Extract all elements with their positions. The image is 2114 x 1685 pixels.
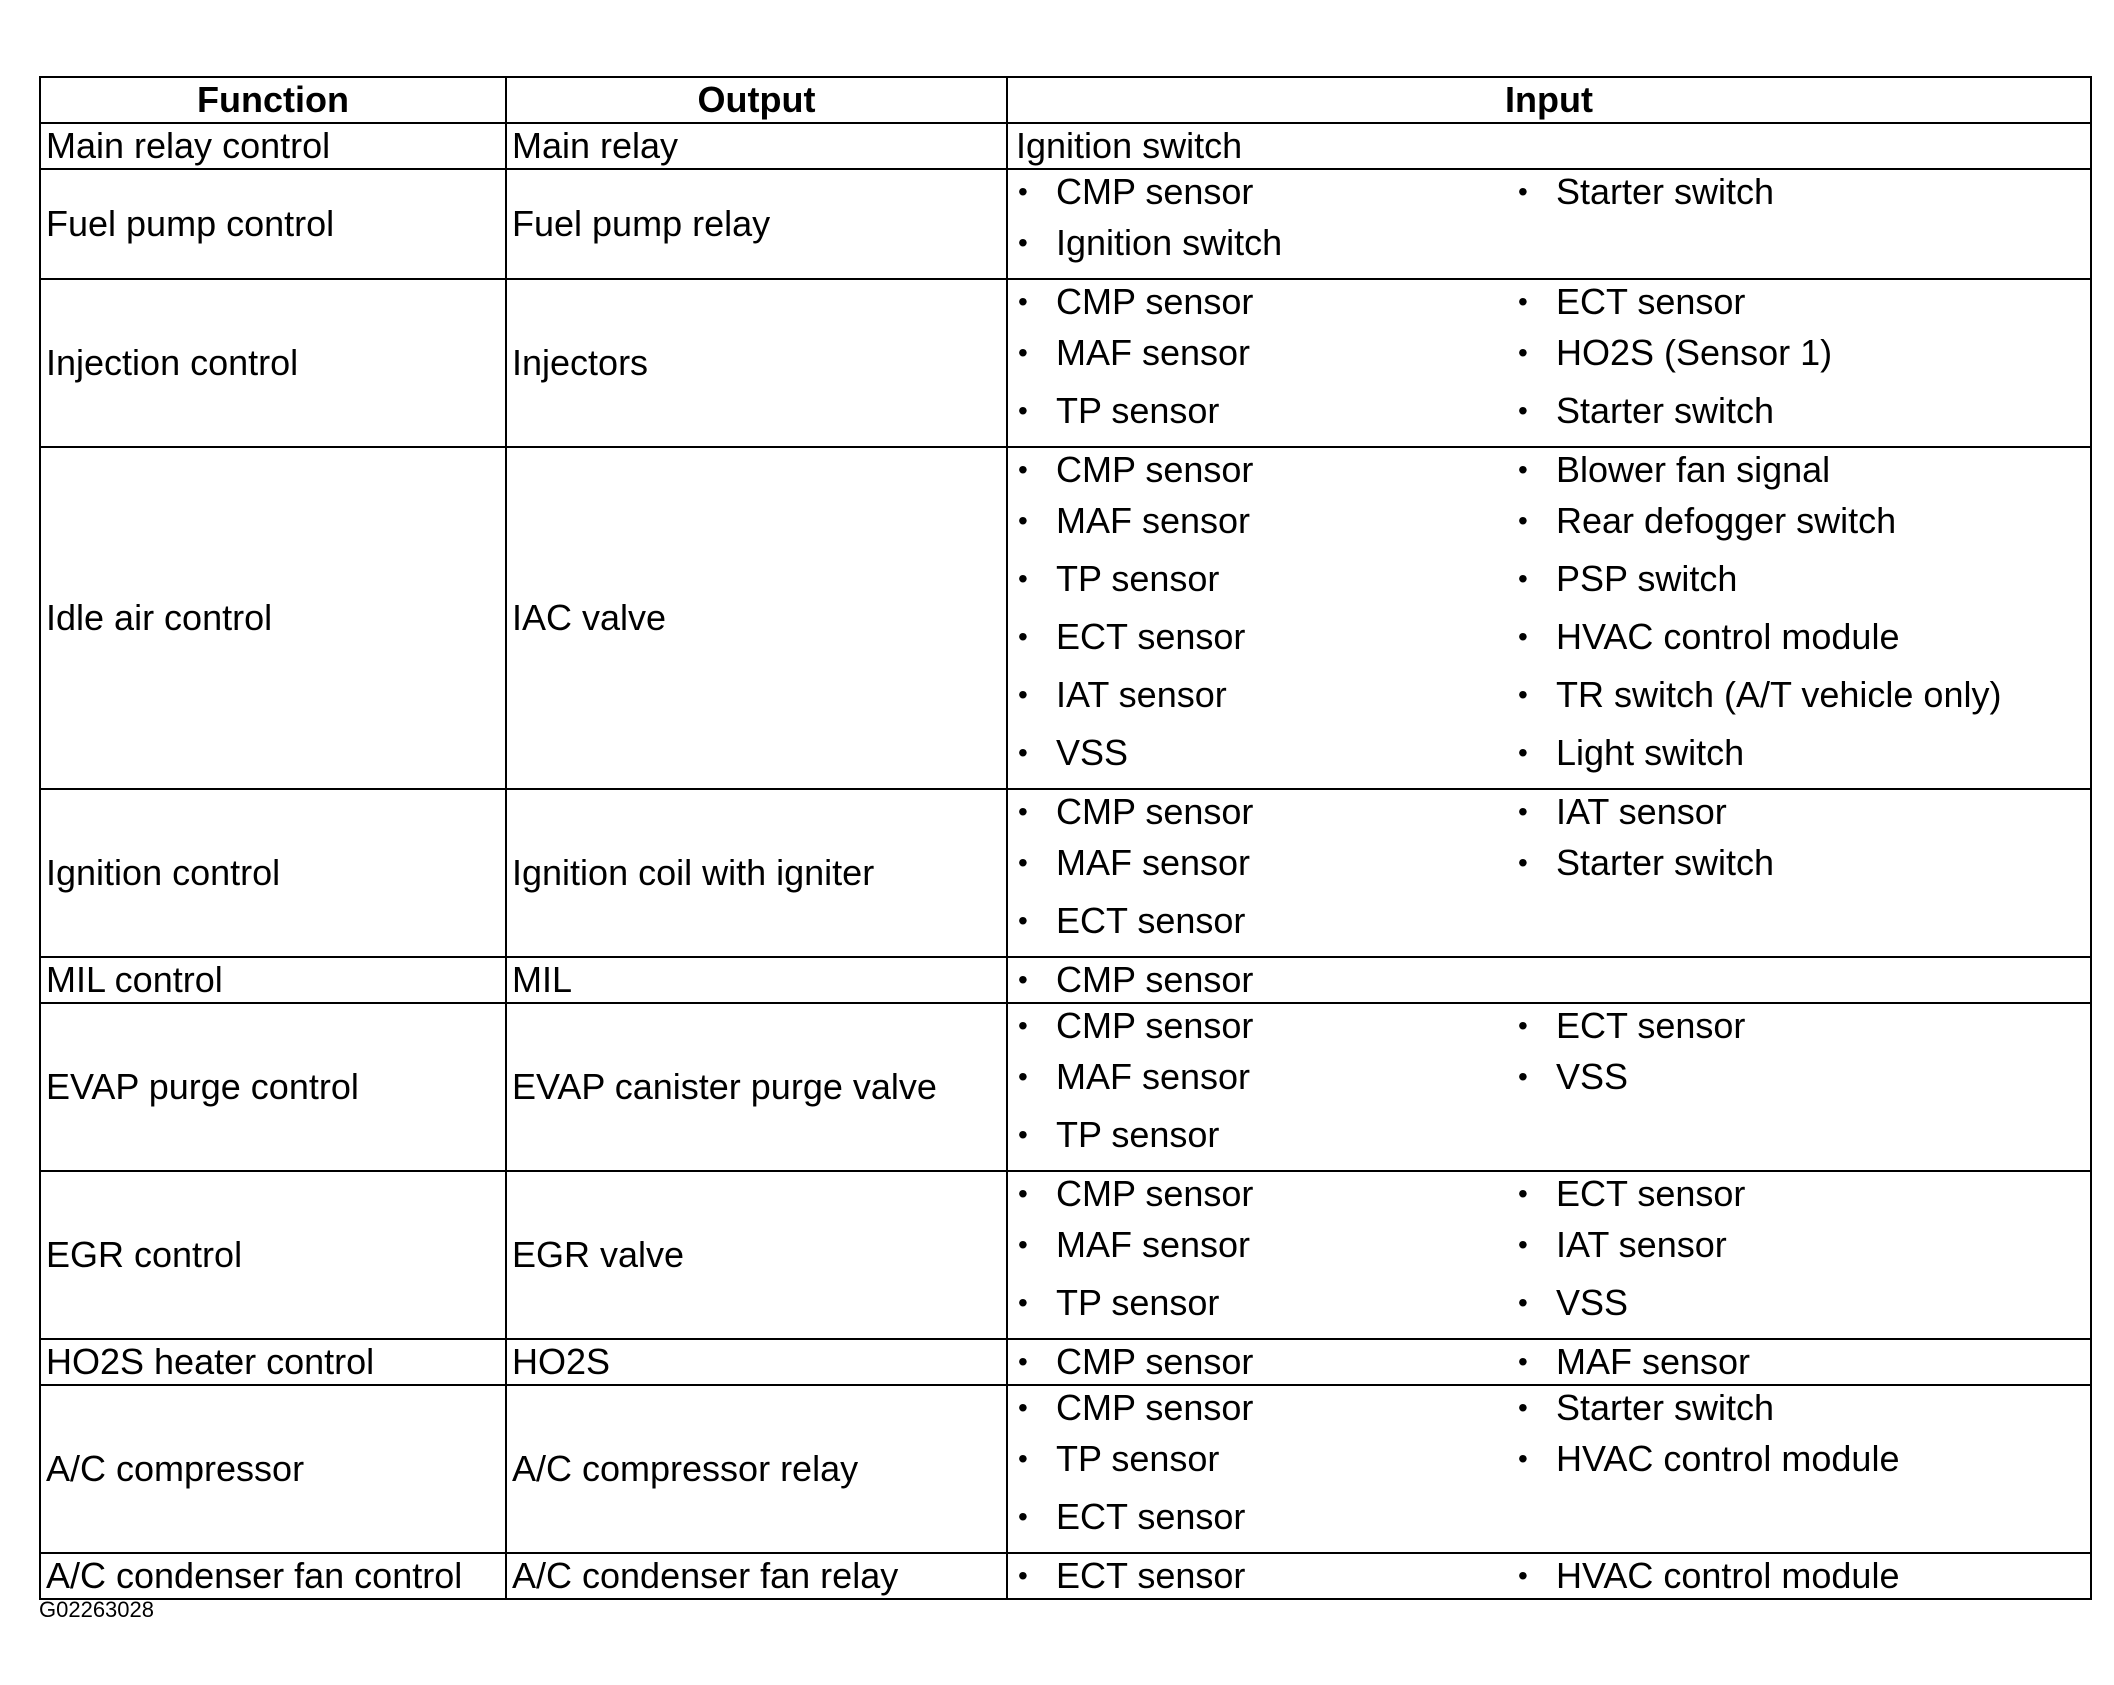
- input-line: [1008, 1216, 2090, 1274]
- input-item: PSP switch: [1556, 558, 1738, 599]
- input-item: Ignition switch: [1056, 222, 1283, 263]
- input-cell: [1007, 957, 2091, 1003]
- table-row: [40, 123, 2091, 169]
- input-line: [1008, 1004, 2090, 1048]
- input-line: [1008, 280, 2090, 324]
- bullet-icon: •: [1018, 1061, 1028, 1092]
- input-cell: [1007, 123, 2091, 169]
- input-cell: [1007, 789, 2091, 957]
- bullet-icon: •: [1018, 1560, 1028, 1591]
- input-line: [1008, 608, 2090, 666]
- function-cell: HO2S heater control: [40, 1339, 506, 1385]
- function-cell: EVAP purge control: [40, 1003, 506, 1171]
- function-io-table: [39, 76, 2092, 1600]
- bullet-icon: •: [1518, 1346, 1528, 1377]
- input-item: CMP sensor: [1056, 1173, 1254, 1214]
- output-cell: IAC valve: [506, 447, 1007, 789]
- bullet-icon: •: [1518, 1178, 1528, 1209]
- bullet-icon: •: [1018, 1119, 1028, 1150]
- input-cell: [1007, 1339, 2091, 1385]
- input-item: MAF sensor: [1556, 1341, 1751, 1382]
- bullet-icon: •: [1018, 621, 1028, 652]
- input-item: CMP sensor: [1056, 1341, 1254, 1382]
- input-item: TP sensor: [1056, 558, 1220, 599]
- input-line: [1008, 448, 2090, 492]
- input-item: TP sensor: [1056, 1282, 1220, 1323]
- input-item: Starter switch: [1556, 842, 1775, 883]
- input-item: CMP sensor: [1056, 1005, 1254, 1046]
- bullet-icon: •: [1518, 563, 1528, 594]
- header-function: Function: [40, 77, 506, 123]
- input-item: ECT sensor: [1556, 1005, 1746, 1046]
- bullet-icon: •: [1518, 1443, 1528, 1474]
- bullet-icon: •: [1018, 847, 1028, 878]
- input-line: [1008, 834, 2090, 892]
- bullet-icon: •: [1518, 1287, 1528, 1318]
- function-cell: EGR control: [40, 1171, 506, 1339]
- input-item: Blower fan signal: [1556, 449, 1831, 490]
- input-text: Ignition switch: [1016, 125, 1243, 166]
- output-cell: A/C condenser fan relay: [506, 1553, 1007, 1599]
- bullet-icon: •: [1018, 337, 1028, 368]
- input-item: HVAC control module: [1556, 616, 1900, 657]
- input-item: VSS: [1556, 1056, 1629, 1097]
- output-cell: Main relay: [506, 123, 1007, 169]
- input-item: CMP sensor: [1056, 959, 1254, 1000]
- bullet-icon: •: [1518, 1560, 1528, 1591]
- bullet-icon: •: [1518, 286, 1528, 317]
- bullet-icon: •: [1018, 1010, 1028, 1041]
- output-cell: Injectors: [506, 279, 1007, 447]
- bullet-icon: •: [1518, 1010, 1528, 1041]
- bullet-icon: •: [1518, 796, 1528, 827]
- input-line: [1008, 324, 2090, 382]
- input-item: MAF sensor: [1056, 500, 1251, 541]
- bullet-icon: •: [1018, 964, 1028, 995]
- input-cell: [1007, 447, 2091, 789]
- input-line: [1008, 214, 2090, 272]
- bullet-icon: •: [1518, 337, 1528, 368]
- output-cell: EGR valve: [506, 1171, 1007, 1339]
- bullet-icon: •: [1018, 679, 1028, 710]
- bullet-icon: •: [1518, 679, 1528, 710]
- function-cell: Ignition control: [40, 789, 506, 957]
- input-line: [1008, 790, 2090, 834]
- input-item: VSS: [1556, 1282, 1629, 1323]
- input-line: [1008, 1430, 2090, 1488]
- input-item: CMP sensor: [1056, 791, 1254, 832]
- bullet-icon: •: [1018, 1229, 1028, 1260]
- bullet-icon: •: [1018, 1501, 1028, 1532]
- bullet-icon: •: [1518, 395, 1528, 426]
- input-item: ECT sensor: [1056, 1555, 1246, 1596]
- input-item: HO2S (Sensor 1): [1556, 332, 1833, 373]
- input-item: Light switch: [1556, 732, 1745, 773]
- bullet-icon: •: [1518, 505, 1528, 536]
- bullet-icon: •: [1018, 454, 1028, 485]
- input-item: IAT sensor: [1556, 1224, 1727, 1265]
- bullet-icon: •: [1518, 1392, 1528, 1423]
- input-item: ECT sensor: [1556, 281, 1746, 322]
- bullet-icon: •: [1018, 505, 1028, 536]
- function-cell: Main relay control: [40, 123, 506, 169]
- bullet-icon: •: [1018, 1287, 1028, 1318]
- header-input: Input: [1007, 77, 2091, 123]
- bullet-icon: •: [1518, 847, 1528, 878]
- bullet-icon: •: [1518, 1229, 1528, 1260]
- bullet-icon: •: [1018, 563, 1028, 594]
- header-output: Output: [506, 77, 1007, 123]
- input-item: VSS: [1056, 732, 1129, 773]
- input-line: [1008, 724, 2090, 782]
- output-cell: MIL: [506, 957, 1007, 1003]
- input-cell: [1007, 169, 2091, 279]
- input-item: TR switch (A/T vehicle only): [1556, 674, 2002, 715]
- output-cell: A/C compressor relay: [506, 1385, 1007, 1553]
- input-item: IAT sensor: [1056, 674, 1227, 715]
- bullet-icon: •: [1018, 395, 1028, 426]
- function-cell: Idle air control: [40, 447, 506, 789]
- table-row: [40, 957, 2091, 1003]
- bullet-icon: •: [1018, 1392, 1028, 1423]
- input-cell: [1007, 279, 2091, 447]
- output-cell: HO2S: [506, 1339, 1007, 1385]
- input-item: TP sensor: [1056, 390, 1220, 431]
- function-cell: Injection control: [40, 279, 506, 447]
- bullet-icon: •: [1018, 227, 1028, 258]
- input-item: MAF sensor: [1056, 1056, 1251, 1097]
- input-line: [1008, 1048, 2090, 1106]
- input-item: CMP sensor: [1056, 281, 1254, 322]
- input-line: [1008, 1340, 2090, 1384]
- table-row: [40, 447, 2091, 789]
- bullet-icon: •: [1518, 454, 1528, 485]
- input-item: Starter switch: [1556, 171, 1775, 212]
- input-item: Rear defogger switch: [1556, 500, 1897, 541]
- table-body: [40, 123, 2091, 1599]
- input-item: MAF sensor: [1056, 1224, 1251, 1265]
- input-item: HVAC control module: [1556, 1438, 1900, 1479]
- figure-id: G02263028: [39, 1597, 154, 1622]
- input-cell: [1007, 1171, 2091, 1339]
- bullet-icon: •: [1518, 737, 1528, 768]
- table-row: [40, 1339, 2091, 1385]
- input-item: ECT sensor: [1056, 616, 1246, 657]
- input-item: MAF sensor: [1056, 842, 1251, 883]
- function-cell: A/C condenser fan control: [40, 1553, 506, 1599]
- input-item: CMP sensor: [1056, 171, 1254, 212]
- function-cell: A/C compressor: [40, 1385, 506, 1553]
- bullet-icon: •: [1018, 905, 1028, 936]
- output-cell: Fuel pump relay: [506, 169, 1007, 279]
- input-line: [1008, 1274, 2090, 1332]
- table-row: [40, 169, 2091, 279]
- input-item: TP sensor: [1056, 1114, 1220, 1155]
- bullet-icon: •: [1518, 1061, 1528, 1092]
- function-cell: Fuel pump control: [40, 169, 506, 279]
- input-item: ECT sensor: [1556, 1173, 1746, 1214]
- input-line: [1008, 1554, 2090, 1598]
- function-cell: MIL control: [40, 957, 506, 1003]
- bullet-icon: •: [1018, 286, 1028, 317]
- bullet-icon: •: [1518, 176, 1528, 207]
- input-line: [1008, 1106, 2090, 1164]
- bullet-icon: •: [1018, 796, 1028, 827]
- input-item: Starter switch: [1556, 390, 1775, 431]
- bullet-icon: •: [1018, 1178, 1028, 1209]
- header-row: [40, 77, 2091, 123]
- input-line: [1008, 1172, 2090, 1216]
- input-line: [1008, 1386, 2090, 1430]
- input-item: ECT sensor: [1056, 1496, 1246, 1537]
- input-item: CMP sensor: [1056, 449, 1254, 490]
- table-row: [40, 279, 2091, 447]
- input-cell: [1007, 1385, 2091, 1553]
- output-cell: Ignition coil with igniter: [506, 789, 1007, 957]
- input-item: IAT sensor: [1556, 791, 1727, 832]
- input-line: [1008, 492, 2090, 550]
- table-row: [40, 789, 2091, 957]
- table-row: [40, 1171, 2091, 1339]
- input-line: [1008, 382, 2090, 440]
- bullet-icon: •: [1018, 176, 1028, 207]
- input-item: CMP sensor: [1056, 1387, 1254, 1428]
- input-line: [1008, 958, 2090, 1002]
- input-item: HVAC control module: [1556, 1555, 1900, 1596]
- input-line: [1008, 892, 2090, 950]
- input-item: TP sensor: [1056, 1438, 1220, 1479]
- input-item: ECT sensor: [1056, 900, 1246, 941]
- bullet-icon: •: [1018, 1346, 1028, 1377]
- table-row: [40, 1385, 2091, 1553]
- table-row: [40, 1003, 2091, 1171]
- input-item: Starter switch: [1556, 1387, 1775, 1428]
- input-cell: [1007, 1553, 2091, 1599]
- input-line: [1008, 1488, 2090, 1546]
- input-cell: [1007, 1003, 2091, 1171]
- input-item: MAF sensor: [1056, 332, 1251, 373]
- input-line: [1008, 550, 2090, 608]
- output-cell: EVAP canister purge valve: [506, 1003, 1007, 1171]
- input-line: [1008, 666, 2090, 724]
- input-line: [1008, 170, 2090, 214]
- bullet-icon: •: [1018, 1443, 1028, 1474]
- bullet-icon: •: [1518, 621, 1528, 652]
- table-row: [40, 1553, 2091, 1599]
- bullet-icon: •: [1018, 737, 1028, 768]
